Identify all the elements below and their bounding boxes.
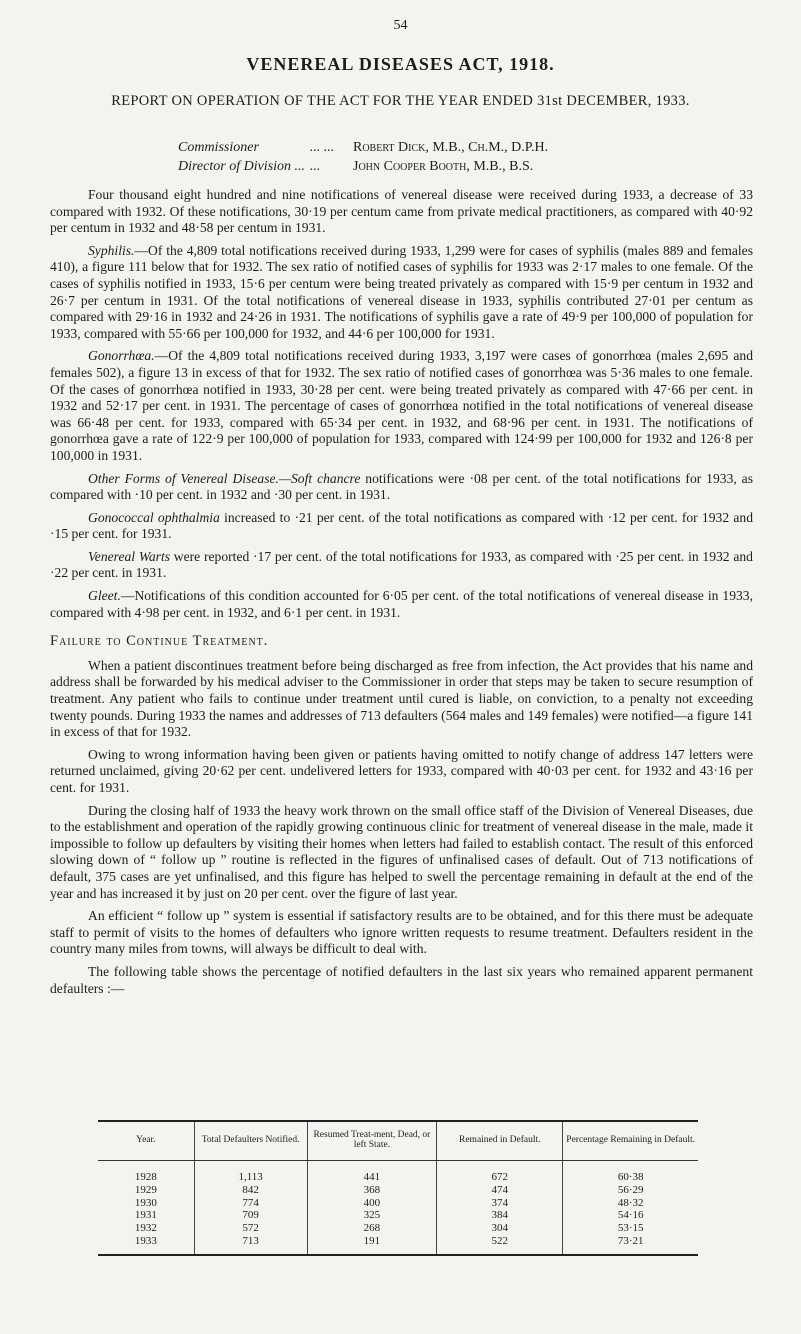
table-row bbox=[98, 1197, 698, 1210]
table-row bbox=[98, 1209, 698, 1222]
table-cell: 572 bbox=[194, 1222, 307, 1235]
table-row bbox=[98, 1161, 698, 1184]
table-cell: 1929 bbox=[134, 1183, 157, 1196]
table-cell: 441 bbox=[307, 1161, 437, 1184]
table-cell: 54·16 bbox=[563, 1209, 698, 1222]
paragraph-failure-2: Owing to wrong information having been given or patients having omitted to notify change of address 147 letters were returned unclaimed, giving 20·62 per cent. undelivered letters for 1933, compared with 40·03 per cent. for 1932 and 43·16 per cent. for 1931. bbox=[50, 746, 753, 795]
column-header: Remained in Default. bbox=[437, 1121, 563, 1161]
table-row bbox=[98, 1184, 698, 1197]
paragraph-gonorrhoea: Gonorrhœa.—Of the 4,809 total notifications received during 1933, 3,197 were cases of gonorrhœa (males 2,695 and females 502), a figure 13 in excess of that for 1932. The sex ratio of notified cases of gonorrhœa was 5·36 males to one female. Of the cases of gonorrhœa notified in 1933, 30·28 per cent. were being treated privately as compared with 47·66 per cent. in 1932 and 52·17 per cent. in 1931. The percentage of cases of gonorrhœa notified in the total notifications of venereal disease was 66·48 per cent. for 1933, compared with 65·34 per cent. in 1932, and 68·96 per cent. in 1931. The notifications of gonorrhœa gave a rate of 122·9 per 100,000 of population for 1933, compared with 124·99 per 100,000 for 1932 and 126·8 per 100,000 in 1931. bbox=[50, 348, 753, 463]
table-cell: 56·29 bbox=[563, 1184, 698, 1197]
document-title: VENEREAL DISEASES ACT, 1918. bbox=[246, 54, 555, 74]
table-cell: 400 bbox=[307, 1197, 437, 1210]
paragraph-warts: Venereal Warts were reported ·17 per cent. of the total notifications for 1933, as compared with ·25 per cent. in 1932 and ·22 per cent. in 1931. bbox=[50, 548, 753, 581]
table-cell: 304 bbox=[437, 1222, 563, 1235]
paragraph-gleet: Gleet.—Notifications of this condition accounted for 6·05 per cent. of the total notifications of venereal disease in 1933, compared with 4·98 per cent. in 1932, and 6·1 per cent. in 1931. bbox=[50, 588, 753, 620]
table-cell: 474 bbox=[437, 1184, 563, 1197]
table-cell: 842 bbox=[194, 1184, 307, 1197]
paragraph-ophthalmia: Gonococcal ophthalmia increased to ·21 per cent. of the total notifications as compared with ·12 per cent. for 1932 and ·15 per cent. for 1931. bbox=[50, 509, 753, 542]
column-header: Total Defaulters Notified. bbox=[194, 1121, 307, 1161]
paragraph-syphilis: Syphilis.—Of the 4,809 total notifications received during 1933, 1,299 were for cases of syphilis (males 889 and females 410), a figure 111 below that for 1932. The sex ratio of notified cases of syphilis for 1933 was 2·17 males to one female. Of the cases of syphilis notified in 1933, 15·6 per centum were being treated privately as compared with 15·9 per centum in 1932 and 26·7 per centum in 1931. Of the total notifications of venereal disease in 1933, syphilis contributed 27·01 per centum as compared with 29·16 in 1932 and 24·26 in 1931. The notifications of syphilis gave a rate of 49·9 per 100,000 of population for 1933, compared with 55·66 per 100,000 for 1932, and 44·6 per 100,000 for 1931. bbox=[50, 242, 753, 341]
table-cell: 191 bbox=[307, 1235, 437, 1255]
paragraph-table-intro: The following table shows the percentage of notified defaulters in the last six years who remained apparent permanent defaulters :— bbox=[50, 963, 753, 996]
table-cell: 268 bbox=[307, 1222, 437, 1235]
paragraph-intro: Four thousand eight hundred and nine notifications of venereal disease were received during 1933, a decrease of 33 compared with 1932. Of these notifications, 30·19 per centum came from private medical practitioners, as compared with 40·92 per centum in 1932 and 48·58 per centum in 1931. bbox=[50, 187, 753, 236]
table-cell: 709 bbox=[194, 1209, 307, 1222]
table-cell: 522 bbox=[437, 1235, 563, 1255]
table-header-row bbox=[98, 1121, 698, 1161]
table-row bbox=[98, 1235, 698, 1255]
table-cell: 1,113 bbox=[194, 1161, 307, 1184]
page-number: 54 bbox=[393, 18, 408, 33]
paragraph-failure-4: An efficient “ follow up ” system is essential if satisfactory results are to be obtained, and for this there must be adequate staff to permit of visits to the homes of defaulters who ignore written requests to resume treatment. Defaulters resident in the country many miles from towns, will always be difficult to deal with. bbox=[50, 908, 753, 957]
staff-role: Director of Division ... bbox=[178, 159, 306, 174]
table-cell: 1930 bbox=[134, 1196, 157, 1209]
staff-line-director bbox=[178, 159, 533, 175]
staff-dots: ... bbox=[309, 159, 320, 174]
column-header: Percentage Remaining in Default. bbox=[563, 1121, 698, 1161]
section-heading: Failure to Continue Treatment. bbox=[50, 633, 269, 650]
table-cell: 368 bbox=[307, 1184, 437, 1197]
table-cell: 1928 bbox=[134, 1171, 157, 1183]
paragraph-failure-1: When a patient discontinues treatment before being discharged as free from infection, the Act provides that his name and address shall be forwarded by his medical adviser to the Commissioner in order that steps may be taken to secure resumption of treatment. Any patient who fails to continue under treatment until cured is liable, on conviction, to a penalty not exceeding twenty pounds. During 1933 the names and addresses of 713 defaulters (564 males and 149 females) were notified—a figure 141 in excess of that for 1932. bbox=[50, 657, 753, 740]
table-cell: 48·32 bbox=[563, 1197, 698, 1210]
column-header: Year. bbox=[98, 1121, 194, 1161]
staff-dots: ... ... bbox=[309, 140, 334, 155]
table-cell: 713 bbox=[194, 1235, 307, 1255]
table-cell: 53·15 bbox=[563, 1222, 698, 1235]
table-cell: 60·38 bbox=[563, 1161, 698, 1184]
table-cell: 384 bbox=[437, 1209, 563, 1222]
table-cell: 73·21 bbox=[563, 1235, 698, 1255]
staff-name: Robert Dick, M.B., Ch.M., D.P.H. bbox=[353, 140, 549, 155]
staff-name: John Cooper Booth, M.B., B.S. bbox=[353, 159, 534, 174]
table-cell: 1931 bbox=[134, 1209, 157, 1222]
table-cell: 1932 bbox=[134, 1222, 157, 1235]
table-cell: 374 bbox=[437, 1197, 563, 1210]
report-subtitle: REPORT ON OPERATION OF THE ACT FOR THE YEAR ENDED 31st DECEMBER, 1933. bbox=[111, 93, 690, 109]
table-cell: 1933 bbox=[134, 1234, 157, 1247]
table-cell: 774 bbox=[194, 1197, 307, 1210]
body-text bbox=[50, 187, 753, 1003]
paragraph-other-forms: Other Forms of Venereal Disease.—Soft chancre notifications were ·08 per cent. of the total notifications for 1933, as compared with ·10 per cent. in 1932 and ·30 per cent. in 1931. bbox=[50, 470, 753, 503]
staff-role: Commissioner bbox=[178, 140, 259, 155]
staff-line-commissioner bbox=[178, 140, 548, 156]
column-header: Resumed Treat-ment, Dead, or left State. bbox=[307, 1121, 437, 1161]
table-cell: 672 bbox=[437, 1161, 563, 1184]
table-cell: 325 bbox=[307, 1209, 437, 1222]
table-row bbox=[98, 1222, 698, 1235]
paragraph-failure-3: During the closing half of 1933 the heavy work thrown on the small office staff of the Division of Venereal Diseases, due to the establishment and operation of the rapidly growing continuous clinic for treatment of venereal disease in the male, made it impossible to follow up defaulters by visiting their homes when letters had failed to establish contact. The result of this enforced slowing down of “ follow up ” routine is reflected in the figures of unfinalised cases of default. Out of 713 notifications of default, 375 cases are yet unfinalised, and this figure has helped to swell the percentage remaining in default at the end of the year and has increased it by just on 20 per cent. over the figure of last year. bbox=[50, 802, 753, 901]
defaulters-table bbox=[98, 1120, 698, 1256]
